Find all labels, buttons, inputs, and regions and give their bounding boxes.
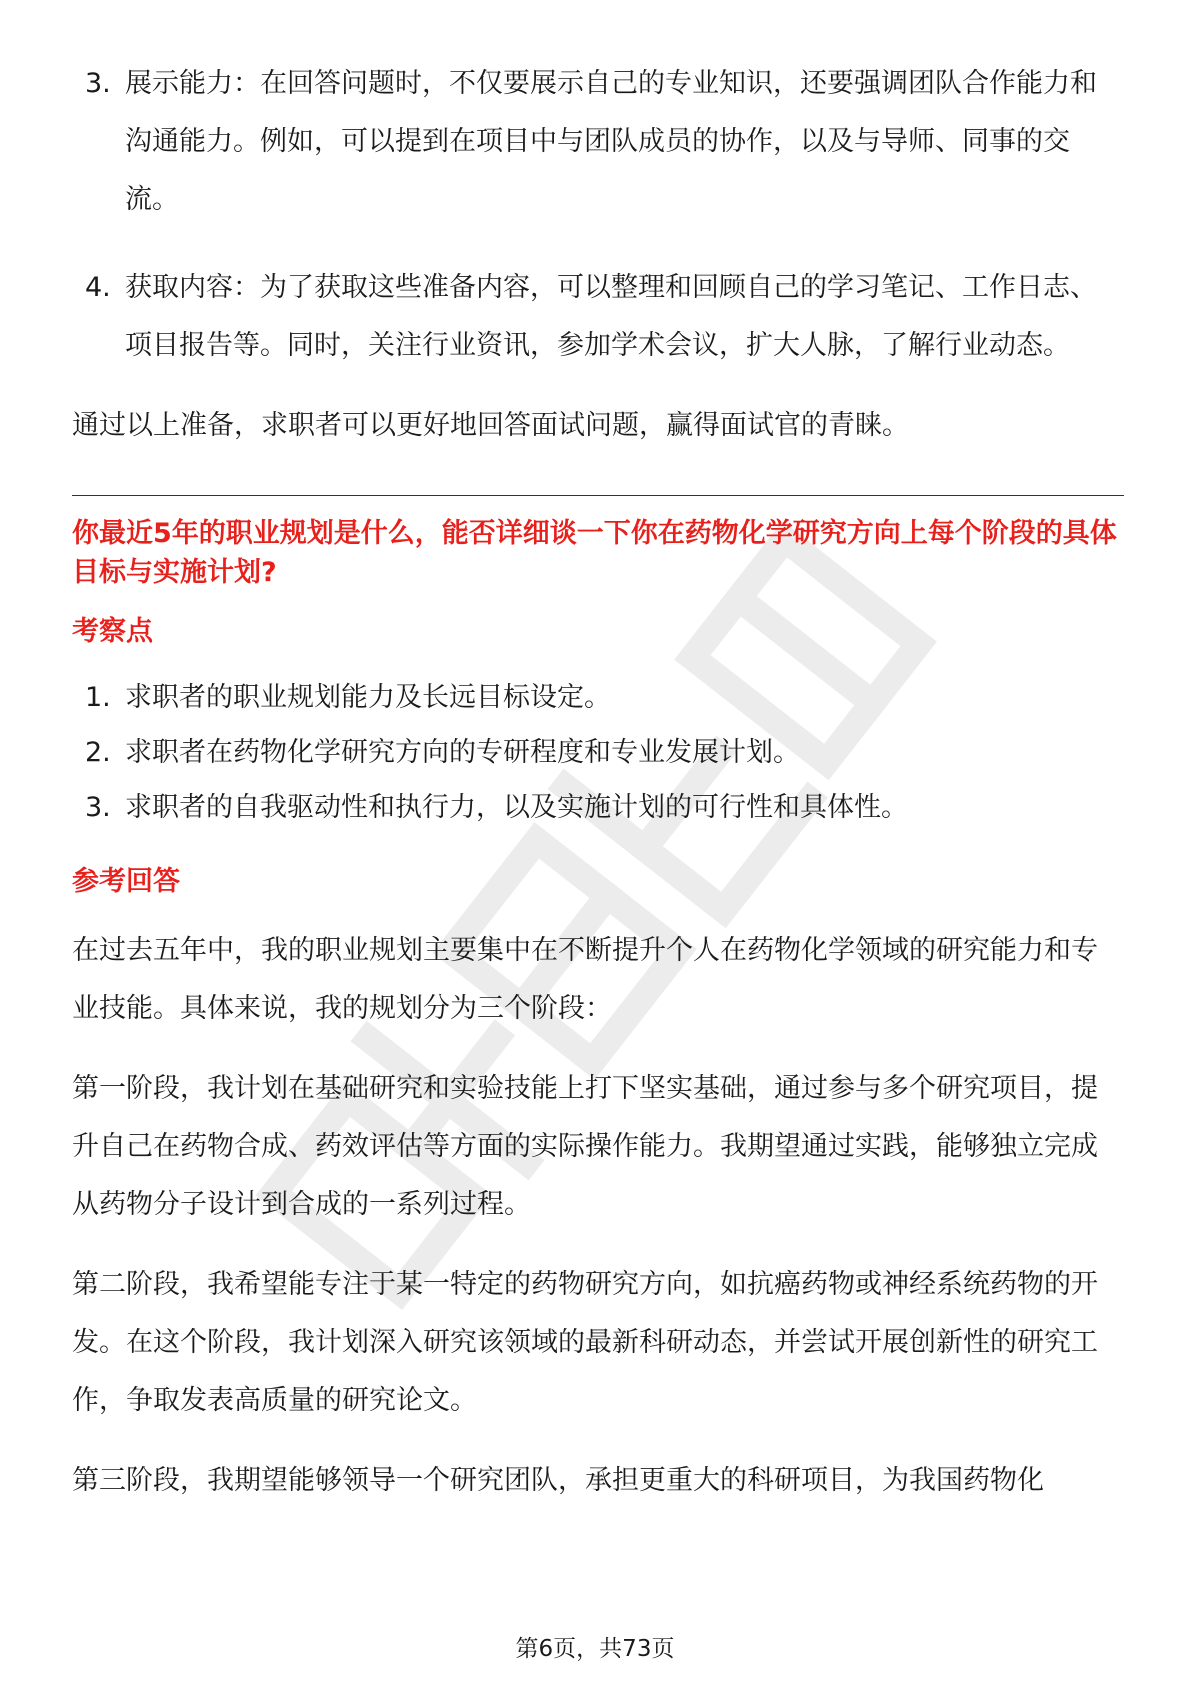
list-number: 1. <box>85 682 111 713</box>
list-text: 获取内容：为了获取这些准备内容，可以整理和回顾自己的学习笔记、工作日志、项目报告等。同时，关注行业资讯，参加学术会议，扩大人脉，了解行业动态。 <box>125 272 1097 361</box>
list-text: 求职者的自我驱动性和执行力，以及实施计划的可行性和具体性。 <box>125 792 908 823</box>
points-heading: 考察点 <box>72 616 153 647</box>
section-divider <box>72 495 1124 496</box>
answer-paragraph: 第三阶段，我期望能够领导一个研究团队，承担更重大的科研项目，为我国药物化 <box>72 1465 1044 1496</box>
list-text: 求职者的职业规划能力及长远目标设定。 <box>125 682 611 713</box>
list-text: 展示能力：在回答问题时，不仅要展示自己的专业知识，还要强调团队合作能力和沟通能力。例如，可以提到在项目中与团队成员的协作，以及与导师、同事的交流。 <box>125 68 1097 215</box>
answer-paragraph: 第一阶段，我计划在基础研究和实验技能上打下坚实基础，通过参与多个研究项目，提升自己在药物合成、药效评估等方面的实际操作能力。我期望通过实践，能够独立完成从药物分子设计到合成的一系列过程。 <box>72 1073 1098 1220</box>
document-page <box>72 55 1122 1510</box>
list-number: 3. <box>85 68 111 99</box>
answer-paragraph: 第二阶段，我希望能专注于某一特定的药物研究方向，如抗癌药物或神经系统药物的开发。在这个阶段，我计划深入研究该领域的最新科研动态，并尝试开展创新性的研究工作，争取发表高质量的研究论文。 <box>72 1269 1098 1416</box>
list-number: 2. <box>85 737 111 768</box>
list-item <box>72 55 1122 229</box>
preparation-list <box>72 55 1122 375</box>
list-number: 3. <box>85 792 111 823</box>
interview-question: 你最近5年的职业规划是什么，能否详细谈一下你在药物化学研究方向上每个阶段的具体目标与实施计划? <box>72 518 1117 588</box>
answer-paragraph: 在过去五年中，我的职业规划主要集中在不断提升个人在药物化学领域的研究能力和专业技能。具体来说，我的规划分为三个阶段： <box>72 935 1098 1024</box>
list-item <box>72 725 1122 780</box>
list-item <box>72 670 1122 725</box>
page-footer: 第6页，共73页 <box>515 1636 675 1662</box>
list-text: 求职者在药物化学研究方向的专研程度和专业发展计划。 <box>125 737 800 768</box>
assessment-points-list <box>72 670 1122 835</box>
list-item <box>72 780 1122 835</box>
answer-heading: 参考回答 <box>72 866 180 897</box>
list-item <box>72 259 1122 375</box>
list-number: 4. <box>85 272 111 303</box>
conclusion-paragraph: 通过以上准备，求职者可以更好地回答面试问题，赢得面试官的青睐。 <box>72 410 909 441</box>
